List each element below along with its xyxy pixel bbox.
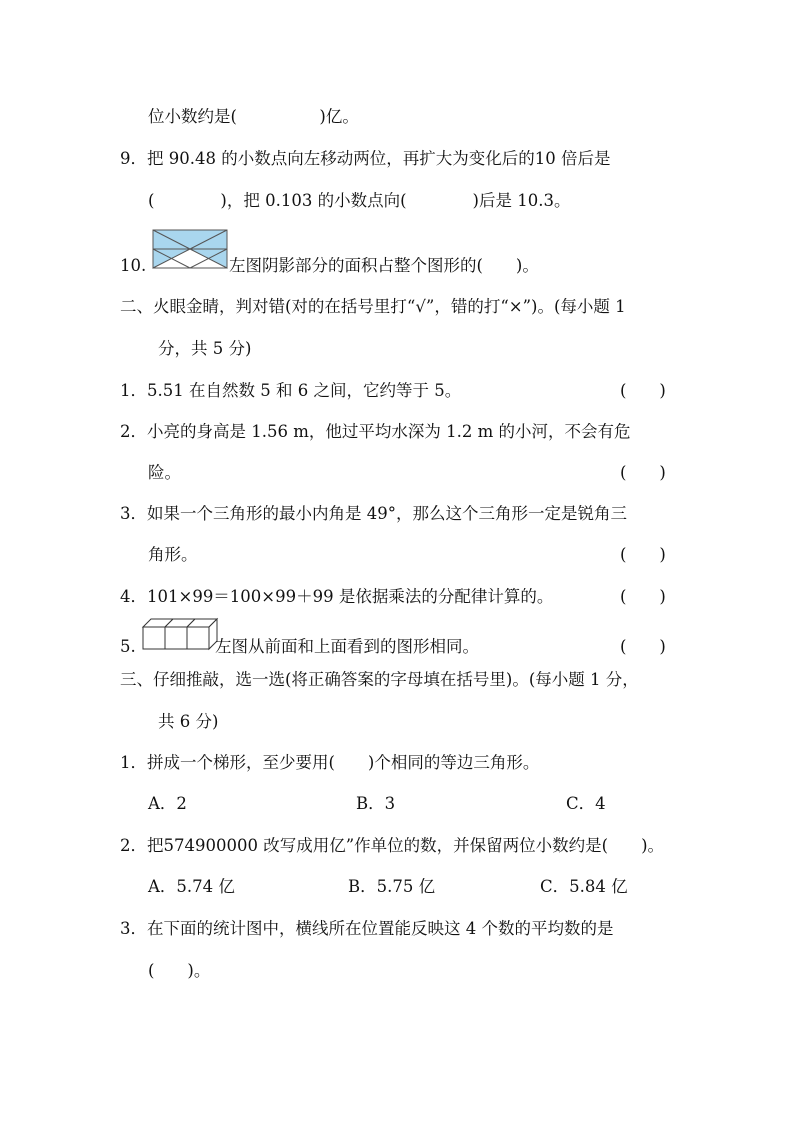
s2-q5-number: 5. <box>120 637 136 656</box>
s2-q2-line2: 险。 <box>148 463 181 482</box>
s2-q4-answer-paren: ( ) <box>620 587 666 606</box>
q9-line2: ( )，把 0.103 的小数点向( )后是 10.3。 <box>148 191 571 210</box>
cube-front-2 <box>165 627 187 649</box>
s3-q1-option-a: A．2 <box>148 794 187 813</box>
s2-q5-text: 左图从前面和上面看到的图形相同。 <box>215 637 479 656</box>
section3-heading-line2: 共 6 分) <box>158 712 219 731</box>
s3-q3-line2: ( )。 <box>148 961 211 980</box>
s2-q4: 4．101×99＝100×99＋99 是依据乘法的分配律计算的。 <box>120 587 554 606</box>
s2-q5-answer-paren: ( ) <box>620 637 666 656</box>
s3-q2-option-c: C．5.84 亿 <box>540 877 628 896</box>
cube-front-1 <box>143 627 165 649</box>
q8-continuation: 位小数约是( )亿。 <box>148 107 359 126</box>
section3-heading-line1: 三、仔细推敲，选一选(将正确答案的字母填在括号里)。(每小题 1 分， <box>120 670 639 689</box>
s2-q3-line1: 3．如果一个三角形的最小内角是 49°，那么这个三角形一定是锐角三 <box>120 504 627 523</box>
q10-text: 左图阴影部分的面积占整个图形的( )。 <box>229 256 539 275</box>
s2-q3-answer-paren: ( ) <box>620 545 666 564</box>
q9-line1: 9．把 90.48 的小数点向左移动两位，再扩大为变化后的10 倍后是 <box>120 149 611 168</box>
cube-front-3 <box>187 627 209 649</box>
q10-figure-top-band <box>153 230 227 249</box>
section2-heading-line1: 二、火眼金睛，判对错(对的在括号里打“√”，错的打“×”)。(每小题 1 <box>120 297 626 316</box>
s2-q3-line2: 角形。 <box>148 545 198 564</box>
s3-q2-option-b: B．5.75 亿 <box>348 877 436 896</box>
s2-q2-answer-paren: ( ) <box>620 463 666 482</box>
q10-shaded-figure <box>153 230 228 270</box>
s3-q3-line1: 3．在下面的统计图中，横线所在位置能反映这 4 个数的平均数的是 <box>120 919 614 938</box>
s3-q1-option-c: C．4 <box>566 794 606 813</box>
s2-q1-answer-paren: ( ) <box>620 381 666 400</box>
q5-cube-figure <box>143 617 215 651</box>
s2-q1: 1．5.51 在自然数 5 和 6 之间，它约等于 5。 <box>120 381 462 400</box>
s2-q2-line1: 2．小亮的身高是 1.56 m，他过平均水深为 1.2 m 的小河，不会有危 <box>120 422 631 441</box>
q10-number: 10. <box>120 256 147 275</box>
s3-q1-option-b: B．3 <box>356 794 396 813</box>
section2-heading-line2: 分，共 5 分) <box>158 339 252 358</box>
s3-q1: 1．拼成一个梯形，至少要用( )个相同的等边三角形。 <box>120 753 540 772</box>
s3-q2-option-a: A．5.74 亿 <box>148 877 235 896</box>
s3-q2: 2．把574900000 改写成用亿”作单位的数，并保留两位小数约是( )。 <box>120 836 665 855</box>
